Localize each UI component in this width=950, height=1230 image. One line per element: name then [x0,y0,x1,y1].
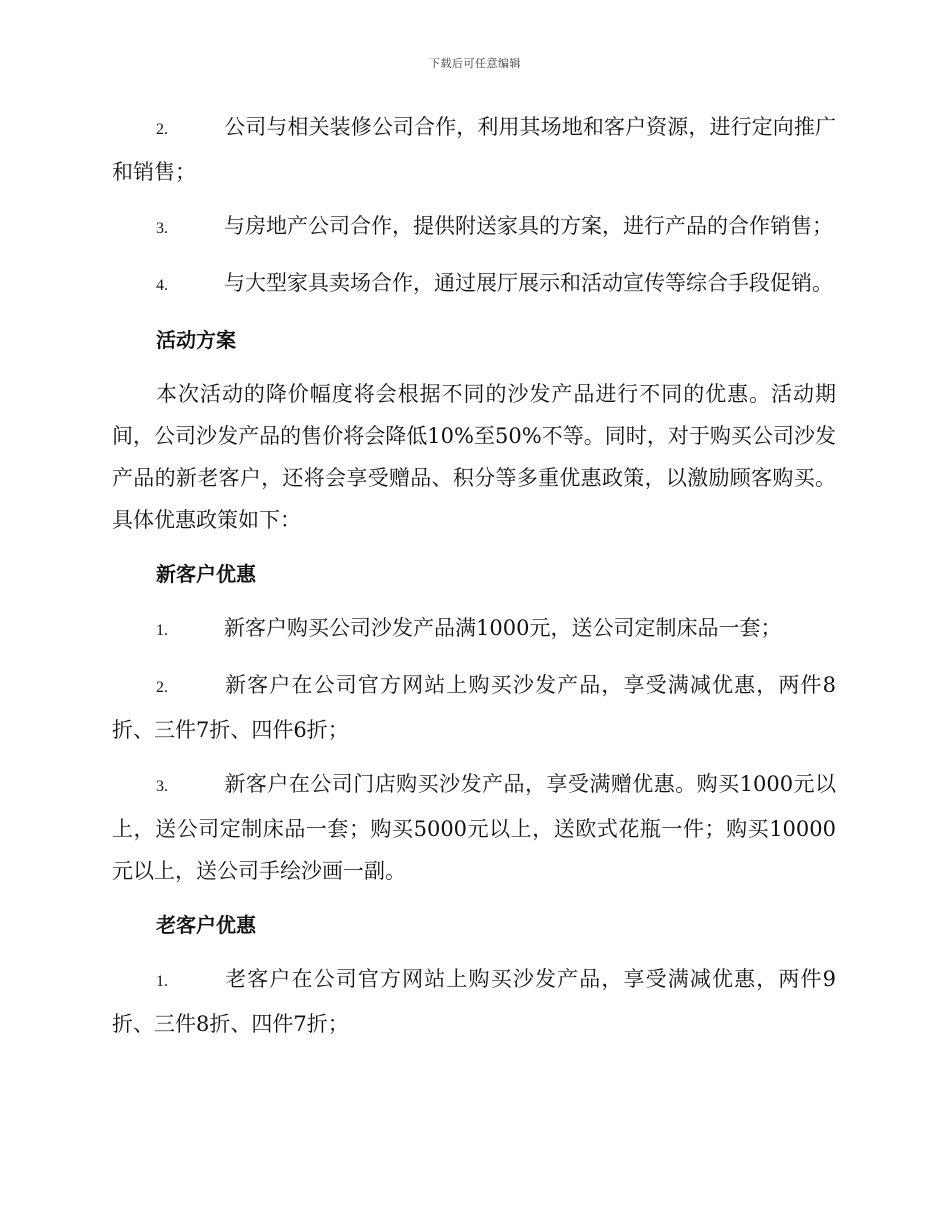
list-number: 1. [156,973,168,990]
list-text: 公司与相关装修公司合作，利用其场地和客户资源，进行定向推广和销售； [112,115,836,184]
document-body [112,106,836,1057]
list-text: 新客户在公司门店购买沙发产品，享受满赠优惠。购买1000元以上，送公司定制床品一套；购买5000元以上，送欧式花瓶一件；购买10000元以上，送公司手绘沙画一副。 [112,772,836,883]
list-item [112,607,836,652]
list-item [112,106,836,193]
section-heading-new-customer: 新客户优惠 [156,562,256,586]
list-text: 老客户在公司官方网站上购买沙发产品，享受满减优惠，两件9折、三件8折、四件7折； [112,967,836,1036]
list-number: 3. [156,220,168,237]
section-heading-old-customer: 老客户优惠 [156,913,256,937]
activity-paragraph: 本次活动的降价幅度将会根据不同的沙发产品进行不同的优惠。活动期间，公司沙发产品的售价将会降低10%至50%不等。同时，对于购买公司沙发产品的新老客户，还将会享受赠品、积分等多重优惠政策，以激励顾客购买。具体优惠政策如下： [112,382,836,532]
list-item [112,664,836,751]
list-item [112,205,836,250]
list-text: 新客户在公司官方网站上购买沙发产品，享受满减优惠，两件8折、三件7折、四件6折； [112,673,836,742]
list-number: 2. [156,121,168,138]
list-text: 新客户购买公司沙发产品满1000元，送公司定制床品一套； [224,616,782,640]
list-number: 4. [156,277,168,294]
list-number: 1. [156,622,168,639]
list-item [112,262,836,307]
list-item [112,763,836,892]
section-heading-activity: 活动方案 [156,328,236,352]
list-text: 与大型家具卖场合作，通过展厅展示和活动宣传等综合手段促销。 [224,271,833,295]
list-number: 3. [156,778,168,795]
page-header: 下载后可任意编辑 [429,57,521,70]
list-text: 与房地产公司合作，提供附送家具的方案，进行产品的合作销售； [224,214,833,238]
list-number: 2. [156,679,168,696]
list-item [112,958,836,1045]
